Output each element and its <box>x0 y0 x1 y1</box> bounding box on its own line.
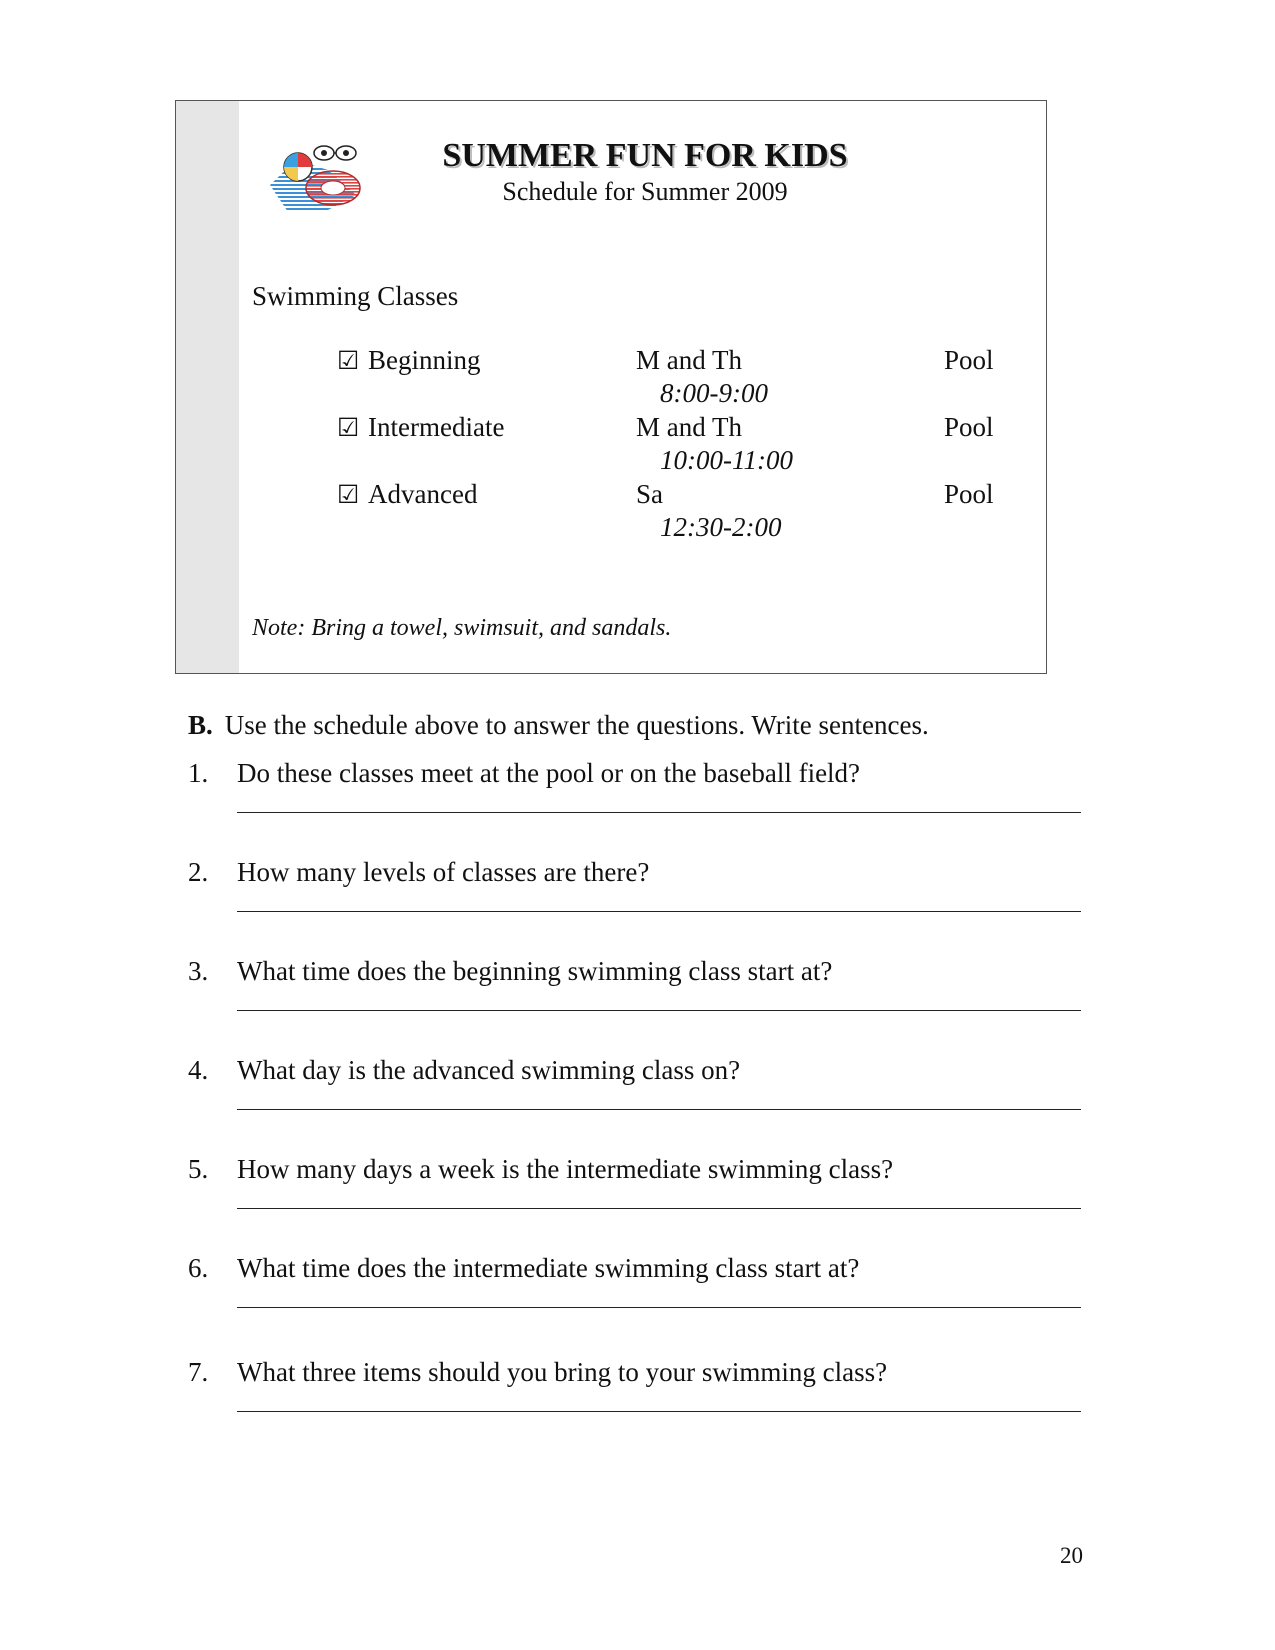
section-heading: Swimming Classes <box>252 281 459 311</box>
class-days: M and Th <box>636 412 742 442</box>
answer-line[interactable] <box>237 1109 1081 1110</box>
header <box>400 137 890 207</box>
question-item <box>0 1253 1275 1343</box>
class-days: M and Th <box>636 345 742 375</box>
question-text: What day is the advanced swimming class on? <box>237 1055 741 1085</box>
answer-line[interactable] <box>237 1010 1081 1011</box>
question-item <box>0 956 1275 1046</box>
class-time: 12:30-2:00 <box>660 512 782 542</box>
question-text: What time does the intermediate swimming class start at? <box>237 1253 860 1283</box>
question-number: 5. <box>188 1154 209 1184</box>
question-number: 1. <box>188 758 209 788</box>
question-number: 6. <box>188 1253 209 1283</box>
page-subtitle: Schedule for Summer 2009 <box>502 177 788 206</box>
class-name: Beginning <box>368 345 481 375</box>
question-text: What three items should you bring to your swimming class? <box>237 1357 888 1387</box>
checkbox-checked-icon: ☑ <box>337 413 360 442</box>
question-number: 7. <box>188 1357 209 1387</box>
question-text: What time does the beginning swimming class start at? <box>237 956 833 986</box>
class-row <box>0 346 1275 414</box>
instructions-text: Use the schedule above to answer the questions. Write sentences. <box>224 710 929 740</box>
answer-line[interactable] <box>237 1307 1081 1308</box>
question-text: Do these classes meet at the pool or on the baseball field? <box>237 758 861 788</box>
class-name: Intermediate <box>368 412 505 442</box>
question-item <box>0 1357 1275 1447</box>
exercise-instructions <box>188 710 929 741</box>
question-text: How many levels of classes are there? <box>237 857 650 887</box>
question-text: How many days a week is the intermediate swimming class? <box>237 1154 894 1184</box>
answer-line[interactable] <box>237 911 1081 912</box>
exercise-label: B. <box>188 710 213 740</box>
question-item <box>0 857 1275 947</box>
page-title: SUMMER FUN FOR KIDS <box>442 137 848 174</box>
class-row <box>0 480 1275 548</box>
answer-line[interactable] <box>237 812 1081 813</box>
question-number: 4. <box>188 1055 209 1085</box>
class-row <box>0 413 1275 481</box>
question-number: 2. <box>188 857 209 887</box>
class-days: Sa <box>636 479 663 509</box>
class-time: 8:00-9:00 <box>660 378 768 408</box>
class-place: Pool <box>944 345 994 375</box>
checkbox-checked-icon: ☑ <box>337 346 360 375</box>
question-item <box>0 758 1275 848</box>
question-number: 3. <box>188 956 209 986</box>
schedule-note: Note: Bring a towel, swimsuit, and sandals. <box>252 615 672 641</box>
page-number: 20 <box>1060 1543 1083 1568</box>
class-place: Pool <box>944 412 994 442</box>
question-item <box>0 1055 1275 1145</box>
checkbox-checked-icon: ☑ <box>337 480 360 509</box>
swim-ring-icon <box>268 140 368 215</box>
class-place: Pool <box>944 479 994 509</box>
answer-line[interactable] <box>237 1411 1081 1412</box>
class-name: Advanced <box>368 479 478 509</box>
answer-line[interactable] <box>237 1208 1081 1209</box>
question-item <box>0 1154 1275 1244</box>
class-time: 10:00-11:00 <box>660 445 793 475</box>
